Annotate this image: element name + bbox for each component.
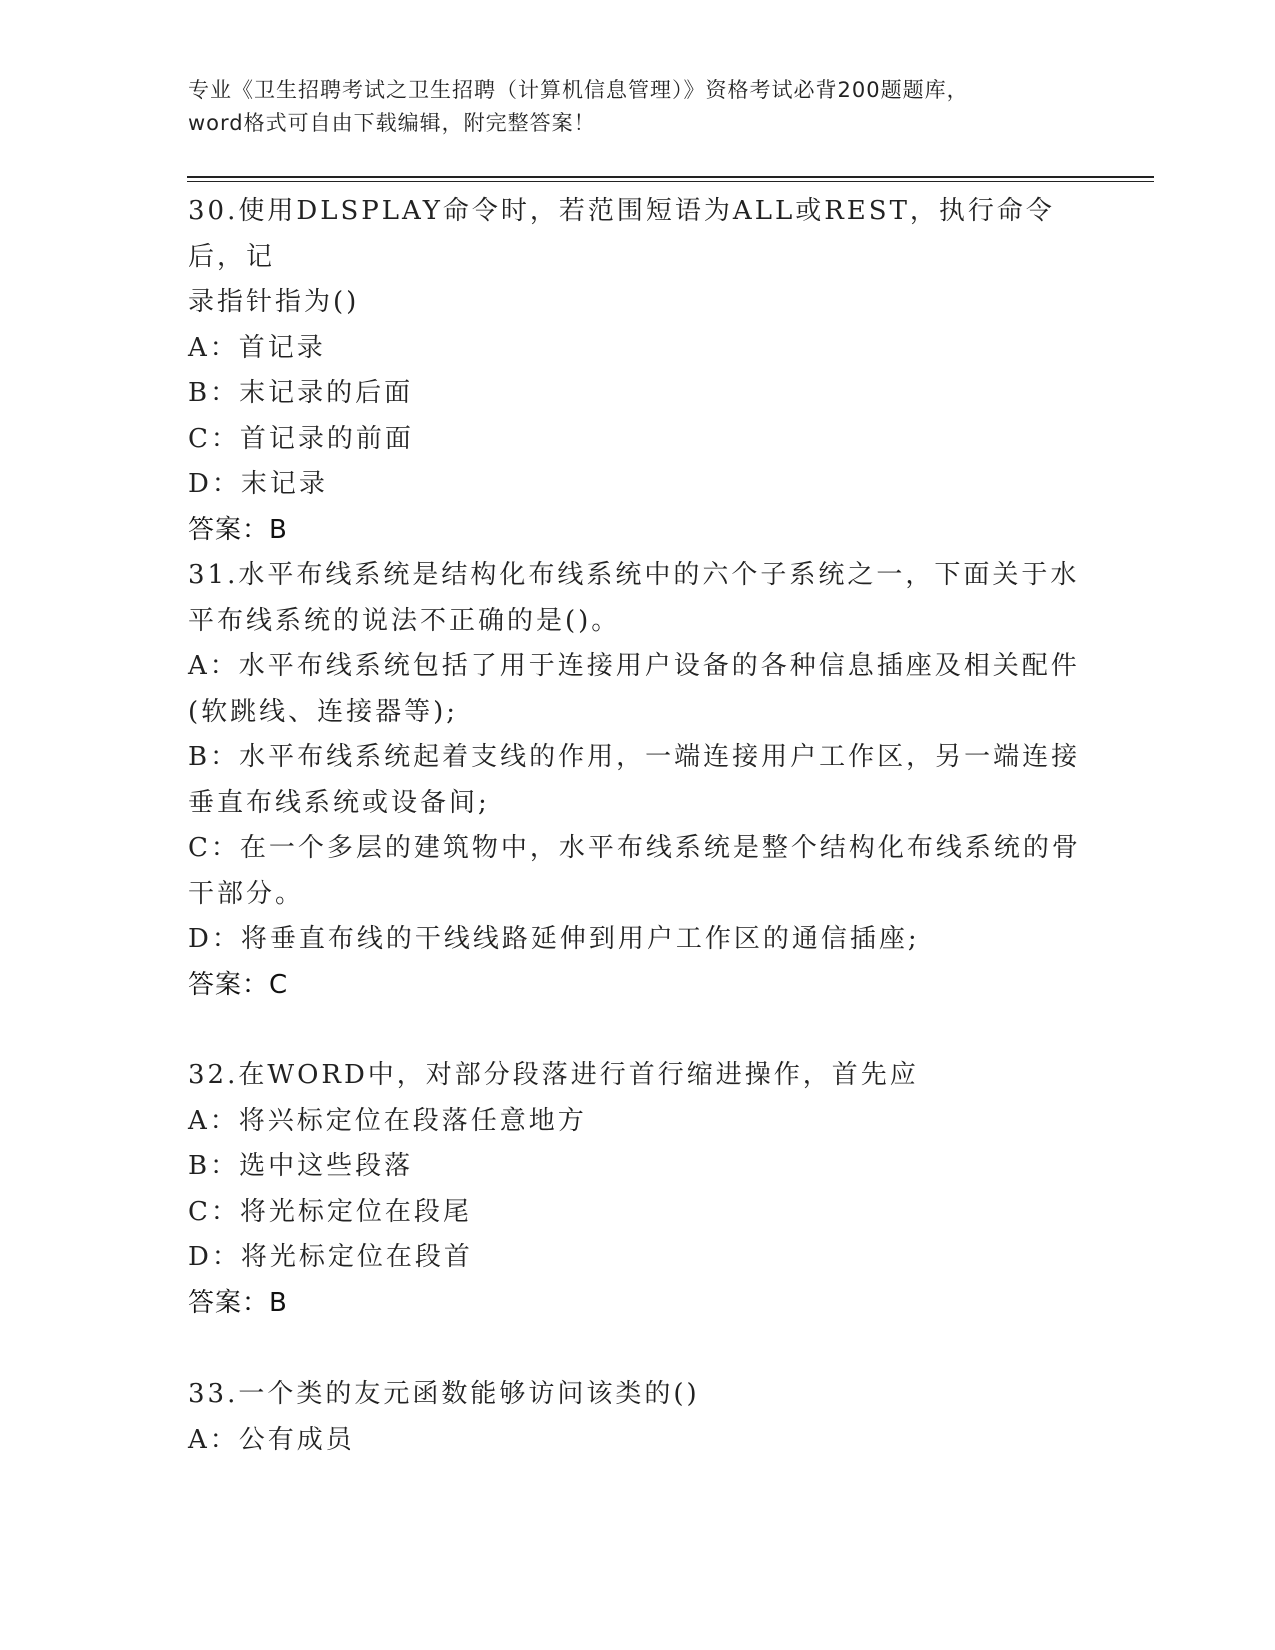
option-d: D：末记录 — [188, 469, 328, 499]
option-b: B：水平布线系统起着支线的作用，一端连接用户工作区，另一端连接 — [188, 742, 1081, 772]
question-stem: 32.在WORD中，对部分段落进行首行缩进操作，首先应 — [188, 1060, 919, 1090]
document-header — [188, 74, 1088, 140]
option-d: D：将光标定位在段首 — [188, 1242, 473, 1272]
option-c: C：在一个多层的建筑物中，水平布线系统是整个结构化布线系统的骨 — [188, 833, 1081, 863]
header-divider-thin — [187, 181, 1154, 182]
option-d: D：将垂直布线的干线线路延伸到用户工作区的通信插座; — [188, 924, 920, 954]
question-stem-continued: 录指针指为() — [188, 287, 360, 317]
question-33 — [188, 1372, 1088, 1463]
option-a: A：首记录 — [188, 332, 326, 363]
header-line-2: word格式可自由下载编辑，附完整答案！ — [188, 111, 596, 135]
question-stem: 30.使用DLSPLAY命令时，若范围短语为ALL或REST，执行命令后，记 — [188, 196, 1055, 272]
option-a: A：将兴标定位在段落任意地方 — [188, 1105, 587, 1136]
option-b: B：选中这些段落 — [188, 1151, 414, 1181]
answer-label: 答案：C — [188, 969, 289, 1000]
answer-label: 答案：B — [188, 1287, 288, 1318]
question-stem: 33.一个类的友元函数能够访问该类的() — [188, 1379, 700, 1409]
question-stem-continued: 平布线系统的说法不正确的是()。 — [188, 605, 621, 636]
option-c-continued: 干部分。 — [188, 878, 305, 909]
option-c: C：首记录的前面 — [188, 423, 414, 454]
option-a: A：公有成员 — [188, 1424, 355, 1455]
option-c: C：将光标定位在段尾 — [188, 1196, 472, 1227]
option-a-continued: (软跳线、连接器等); — [188, 696, 459, 727]
question-31 — [188, 553, 1088, 1008]
header-line-1: 专业《卫生招聘考试之卫生招聘（计算机信息管理）》资格考试必背200题题库， — [188, 78, 969, 102]
question-30 — [188, 189, 1088, 553]
option-b: B：末记录的后面 — [188, 378, 414, 408]
option-a: A：水平布线系统包括了用于连接用户设备的各种信息插座及相关配件 — [188, 651, 1080, 681]
answer-label: 答案：B — [188, 514, 288, 545]
header-divider-thick — [187, 176, 1154, 178]
question-32 — [188, 1053, 1088, 1326]
question-stem: 31.水平布线系统是结构化布线系统中的六个子系统之一，下面关于水 — [188, 560, 1080, 590]
option-b-continued: 垂直布线系统或设备间; — [188, 787, 490, 818]
